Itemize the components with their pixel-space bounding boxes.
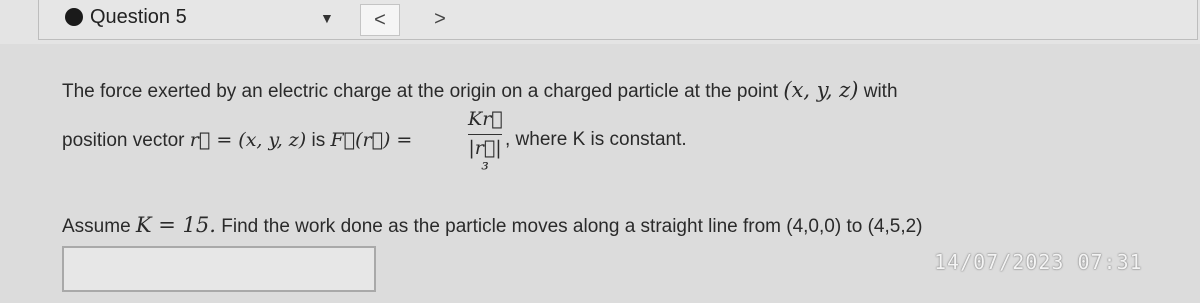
fraction-bar — [468, 134, 502, 135]
problem-line-2 — [62, 129, 412, 152]
k-value: K = 15. — [135, 213, 216, 237]
position-vector: r⃗ = (x, y, z) — [189, 129, 307, 151]
problem-text-1-end: with — [863, 81, 898, 102]
problem-line-1 — [62, 78, 898, 103]
fraction-denominator: |r⃗|³ — [468, 137, 502, 181]
question-title[interactable]: Question 5 — [90, 6, 187, 28]
point-xyz: (x, y, z) — [783, 78, 859, 102]
problem-text-1: The force exerted by an electric charge at the origin on a charged particle at the point — [62, 81, 779, 102]
problem-line-3 — [62, 213, 923, 238]
problem-text-3: Find the work done as the particle moves along a straight line from (4,0,0) to (4,5,2) — [221, 216, 923, 237]
force-fraction — [468, 108, 503, 181]
force-function: F⃗(r⃗) = — [330, 129, 413, 151]
previous-question-button[interactable]: < — [360, 4, 400, 36]
answer-input[interactable] — [62, 246, 376, 292]
next-question-button[interactable]: > — [434, 8, 446, 30]
question-header — [0, 0, 1200, 44]
assume-word: Assume — [62, 216, 131, 237]
status-dot-icon — [65, 8, 83, 26]
problem-text-2: position vector — [62, 130, 185, 151]
question-selector[interactable] — [38, 0, 1198, 40]
timestamp: 14/07/2023 07:31 — [934, 250, 1143, 274]
dropdown-caret-icon[interactable]: ▼ — [320, 10, 334, 26]
problem-line-2-end: , where K is constant. — [505, 129, 687, 150]
is-word: is — [311, 130, 326, 151]
fraction-numerator: Kr⃗ — [468, 108, 503, 130]
